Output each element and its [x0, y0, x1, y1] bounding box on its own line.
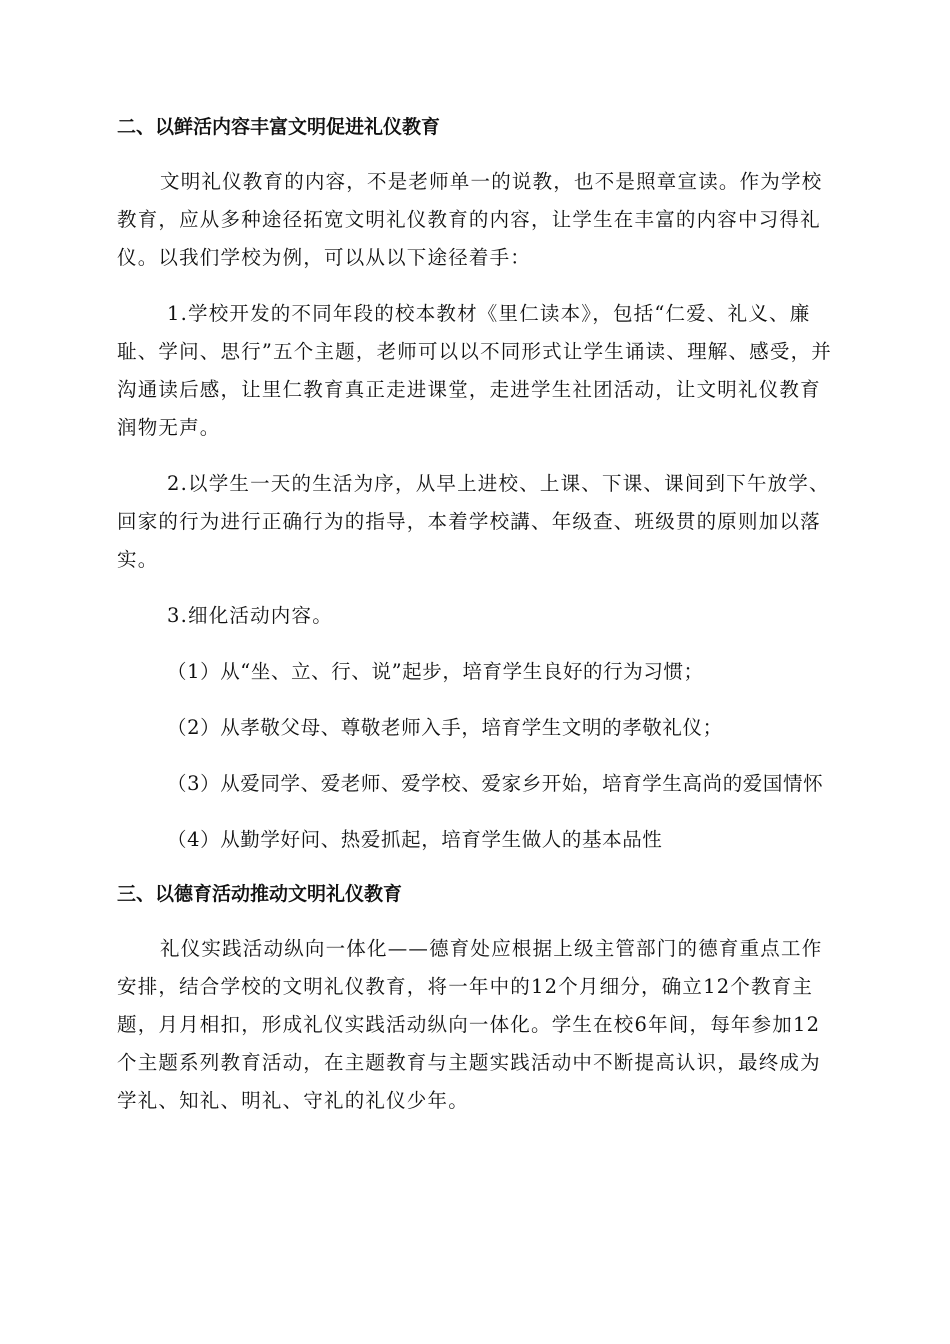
list-item-1: 1.学校开发的不同年段的校本教材《里仁读本》，包括“仁爱、礼义、廉耻、学问、思行”五个主题，老师可以以不同形式让学生诵读、理解、感受，并沟通读后感，让里仁教育真正走进课堂，走进学生社团活动，让文明礼仪教育润物无声。: [117, 302, 832, 439]
sub-item-3: （3）从爱同学、爱老师、爱学校、爱家乡开始，培育学生高尚的爱国情怀: [167, 772, 824, 795]
section-heading-3: 三、以德育活动推动文明礼仪教育: [117, 883, 403, 905]
list-item-3: 3.细化活动内容。: [167, 604, 333, 627]
sub-item-2: （2）从孝敬父母、尊敬老师入手，培育学生文明的孝敬礼仪；: [167, 716, 723, 739]
list-item-2: 2.以学生一天的生活为序，从早上进校、上课、下课、课间到下午放学、回家的行为进行正确行为的指导，本着学校講、年级查、班级贯的原则加以落实。: [117, 472, 830, 571]
paragraph-intro: 文明礼仪教育的内容，不是老师单一的说教，也不是照章宣读。作为学校教育，应从多种途径拓宽文明礼仪教育的内容，让学生在丰富的内容中习得礼仪。以我们学校为例，可以从以下途径着手：: [117, 170, 823, 269]
paragraph-moral-education: 礼仪实践活动纵向一体化——德育处应根据上级主管部门的德育重点工作安排，结合学校的文明礼仪教育，将一年中的12个月细分，确立12个教育主题，月月相扣，形成礼仪实践活动纵向一体化。学生在校6年间，每年参加12个主题系列教育活动，在主题教育与主题实践活动中不断提高认识，最终成为学礼、知礼、明礼、守礼的礼仪少年。: [117, 937, 823, 1112]
sub-item-4: （4）从勤学好问、热爱抓起，培育学生做人的基本品性: [167, 828, 663, 851]
document-page: [117, 108, 833, 1120]
sub-item-1: （1）从“坐、立、行、说”起步，培育学生良好的行为习惯；: [167, 660, 704, 683]
section-heading-2: 二、以鲜活内容丰富文明促进礼仪教育: [117, 116, 441, 138]
